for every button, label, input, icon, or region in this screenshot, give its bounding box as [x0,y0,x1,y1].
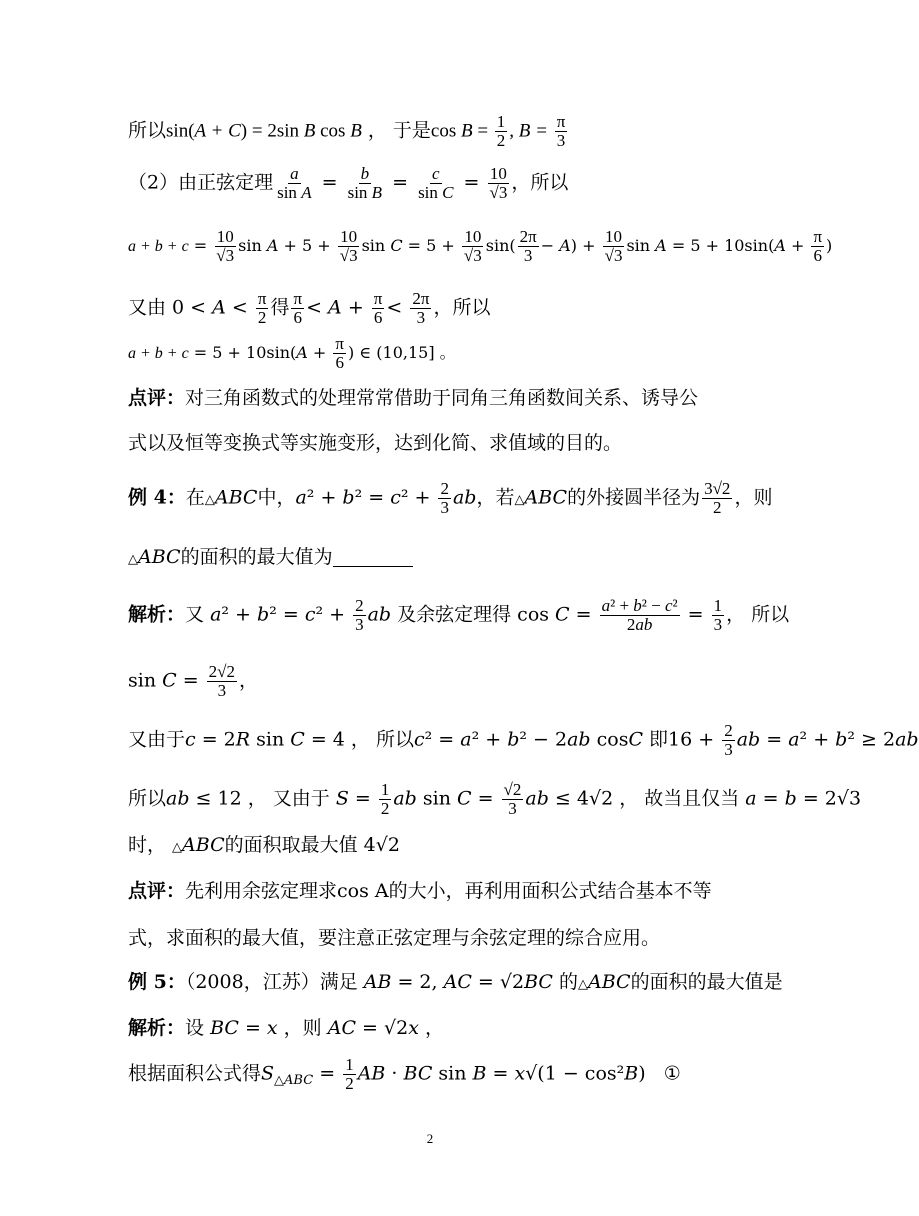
answer-blank [333,548,413,567]
text-line-14: 时， △ABC的面积取最大值 4√2 [128,834,400,856]
text-line-2: （2）由正弦定理 $\frac{a}{\text{sin A}}$ = $\frac{b}{\text{sin B}}$ = $\frac{c}{\text{sin C}}$ = $\frac{10}{√3}$ ，所以 [128,164,569,202]
text-line-10: 解析：又 a² + b² = c² + $\frac{2}{3}$ ab 及余弦定理得 cos C = $\frac{\text{a² + b² − c²}}{2ab}$ = $\frac{1}{3}$ ， 所以 [128,596,790,634]
page-number: 2 [426,1131,434,1146]
text-line-3: a + b + c = $\frac{10}{√3}$ sin A + 5 + $\frac{10}{√3}$ sin C = 5 + $\frac{10}{√3}$ sin( $\frac{2\pi}{3}$ − A) + $\frac{10}{√3}$ sin A = 5 + 10sin(A + $\frac{\pi}{6}$ ) [128,227,833,265]
text-line-7: 式以及恒等变换式等实施变形，达到化简、求值域的目的。 [128,432,623,454]
text-line-6: 点评：对三角函数式的处理常常借助于同角三角函数间关系、诱导公 [128,387,699,409]
text-line-19: 根据面积公式得$S_{\triangle ABC}$ = $\frac{1}{2}$ AB · BC sin B = x√(1 − cos²B) ① [128,1055,681,1093]
text-line-8: 例 4：在△ABC中，a² + b² = c² + $\frac{2}{3}$ ab，若△ABC的外接圆半径为 $\frac{3√2}{2}$ ，则 [128,479,773,517]
text-line-13: 所以ab ≤ 12 ， 又由于 S = $\frac{1}{2}$ ab sin C = $\frac{√2}{3}$ ab ≤ 4√2 ， 故当且仅当 a = b = 2√3 [128,780,862,818]
text-line-16: 式，求面积的最大值，要注意正弦定理与余弦定理的综合应用。 [128,927,661,949]
text-line-9: △ABC的面积的最大值为 [128,548,732,567]
text-line-17: 例 5：（2008，江苏）满足 AB = 2, AC = √2BC 的△ABC的面积的最大值是 [128,971,783,993]
text-line-15: 点评：先利用余弦定理求cos A的大小，再利用面积公式结合基本不等 [128,880,712,902]
text-line-18: 解析：设 BC = x ，则 AC = √2x ， [128,1017,444,1039]
text-line-5: a + b + c = 5 + 10sin(A + $\frac{\pi}{6}$ ) ∈ (10,15] 。 [128,334,456,372]
text-line-12: 又由于c = 2R sin C = 4 ， 所以c² = a² + b² − 2ab cosC 即16 + $\frac{2}{3}$ ab = a² + b² ≥ 2ab [128,721,919,759]
text-line-4: 又由 0 < A < $\frac{\pi}{2}$ 得 $\frac{\pi}{6}$ < A + $\frac{\pi}{6}$ < $\frac{2\pi}{3}$ ，所以 [128,289,491,327]
text-line-1: 所以sin(A + C) = 2sin B cos B ， 于是cos B = $\frac{1}{2}$ , B = $\frac{\pi}{3}$ [128,112,566,150]
comment-label: 点评： [128,387,186,409]
text-line-11: sin C = $\frac{2√2}{3}$ ， [128,662,259,700]
